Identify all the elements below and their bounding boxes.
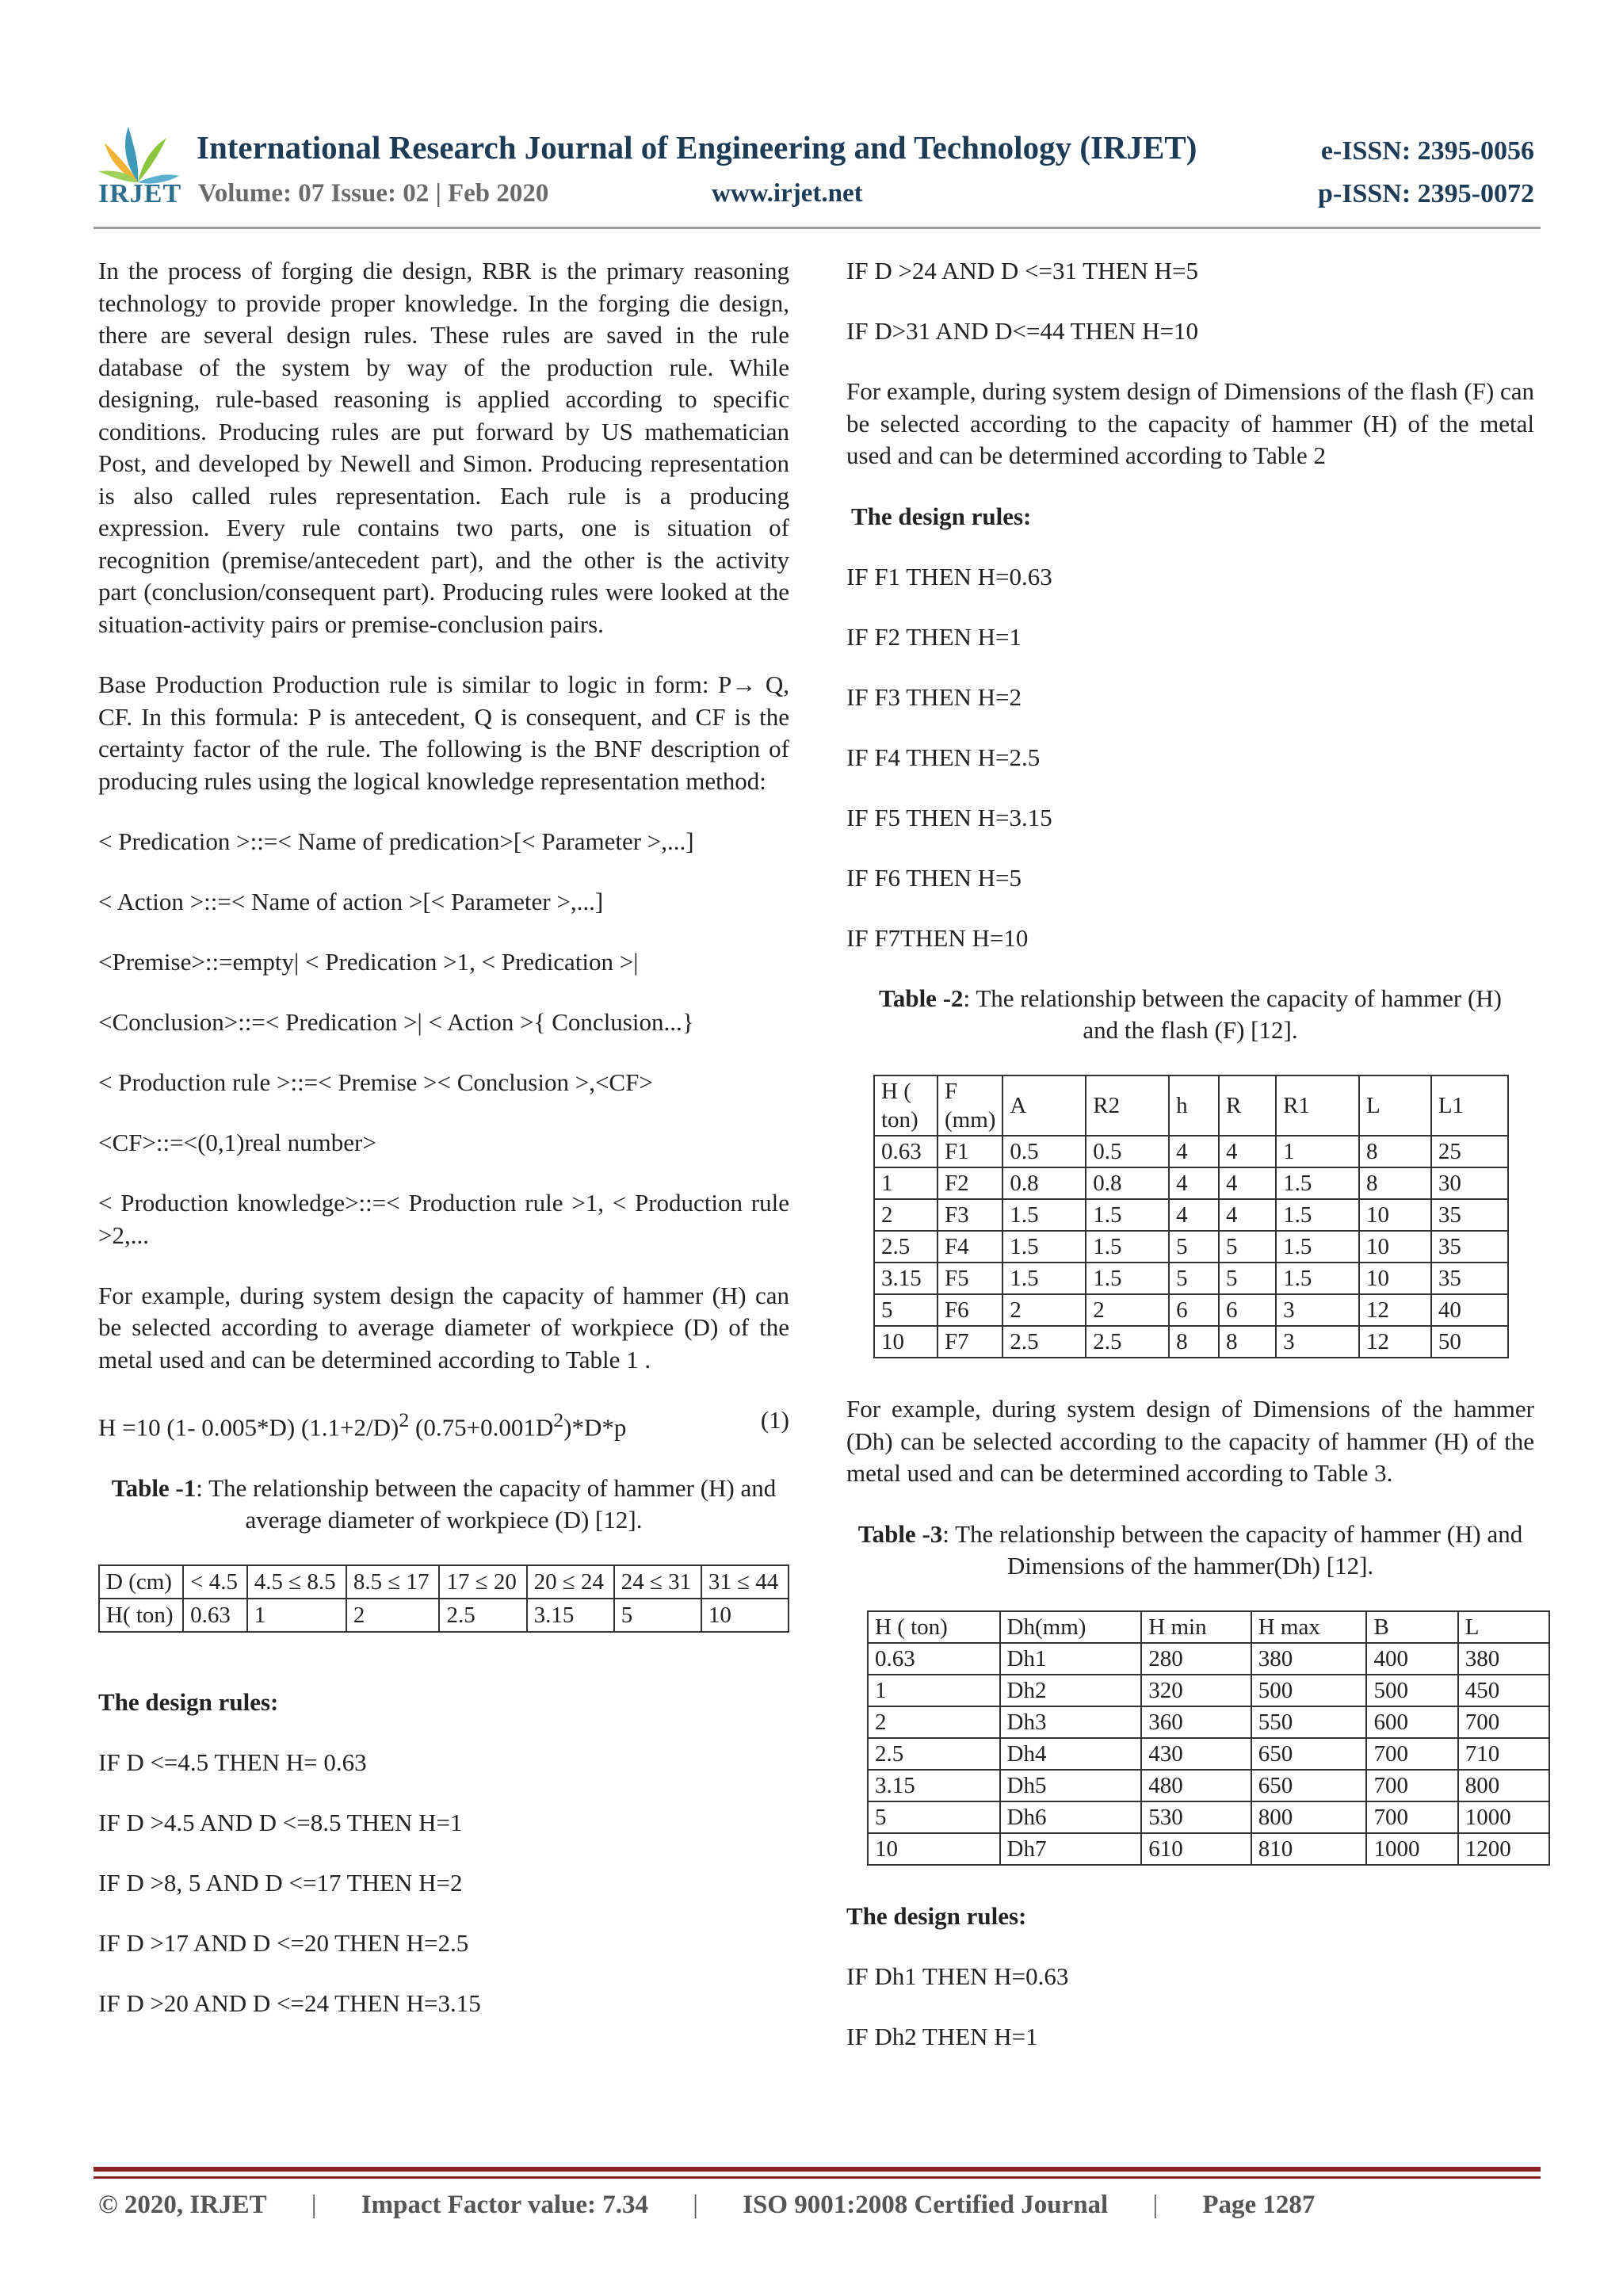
footer-separator: | [1152, 2191, 1159, 2219]
table-cell: 1.5 [1276, 1167, 1359, 1199]
table-cell: 1 [874, 1167, 938, 1199]
table-row [874, 1231, 1508, 1263]
table-cell: 4 [1219, 1199, 1276, 1231]
table-cell: 5 [874, 1294, 938, 1326]
table-header-cell: H max [1251, 1611, 1367, 1643]
bnf-cf: <CF>::=<(0,1)real number> [98, 1129, 376, 1156]
table-cell: 550 [1251, 1706, 1367, 1738]
table-cell: 8 [1219, 1326, 1276, 1358]
table-cell: 0.8 [1002, 1167, 1086, 1199]
rule-line: IF D >17 AND D <=20 THEN H=2.5 [98, 1929, 469, 1958]
table-cell: Dh3 [1000, 1706, 1142, 1738]
table-cell: 430 [1141, 1738, 1251, 1770]
footer-separator: | [693, 2191, 698, 2219]
table-cell: 710 [1458, 1738, 1549, 1770]
table-header-row [874, 1075, 1508, 1136]
table-cell: 8 [1169, 1326, 1219, 1358]
equation-number: (1) [760, 1406, 789, 1434]
table-cell: 4 [1219, 1167, 1276, 1199]
table-row [868, 1706, 1549, 1738]
rule-line: IF F1 THEN H=0.63 [846, 563, 1052, 590]
paragraph-hammer-dimensions: For example, during system design of Dimensions of the hammer (Dh) can be selected according to the capacity of hammer (H) of the metal used and can be determined according to Table 3. [846, 1395, 1534, 1487]
table-cell: 2 [1002, 1294, 1086, 1326]
table-cell: 2 [868, 1706, 1000, 1738]
table-row [868, 1643, 1549, 1675]
table-cell: 5 [614, 1599, 701, 1632]
table-cell: 0.8 [1086, 1167, 1169, 1199]
rule-line: IF F2 THEN H=1 [846, 623, 1022, 651]
table-cell: 30 [1431, 1167, 1508, 1199]
table-cell: 2 [874, 1199, 938, 1231]
table-1 [98, 1564, 789, 1633]
table-header-cell: H ( ton) [874, 1075, 938, 1136]
impact-factor: Impact Factor value: 7.34 [361, 2191, 649, 2219]
footer [98, 2191, 1315, 2220]
equation-1 [98, 1404, 789, 1444]
table-row [874, 1199, 1508, 1231]
table-cell: 4 [1169, 1167, 1219, 1199]
table-cell: Dh4 [1000, 1738, 1142, 1770]
table-cell: 10 [874, 1326, 938, 1358]
table-cell: 1 [247, 1599, 346, 1632]
table-cell: 4.5 ≤ 8.5 [247, 1565, 346, 1599]
rule-line: IF F7THEN H=10 [846, 924, 1029, 952]
footer-divider-thin [94, 2176, 1541, 2179]
table-row [874, 1263, 1508, 1294]
table-cell: 1000 [1458, 1801, 1549, 1833]
table-cell: 8 [1359, 1167, 1431, 1199]
design-rules-heading: The design rules: [846, 1901, 1027, 1930]
table-cell: 700 [1366, 1801, 1457, 1833]
copyright: © 2020, IRJET [98, 2191, 267, 2219]
table-header-cell: L1 [1431, 1075, 1508, 1136]
table-header-cell: A [1002, 1075, 1086, 1136]
table-cell: F1 [938, 1136, 1002, 1167]
table-cell: 35 [1431, 1231, 1508, 1263]
table-cell: 360 [1141, 1706, 1251, 1738]
table-cell: 50 [1431, 1326, 1508, 1358]
table-cell: 4 [1169, 1136, 1219, 1167]
table-cell: 280 [1141, 1643, 1251, 1675]
table-cell: 5 [1219, 1263, 1276, 1294]
table-header-cell: H min [1141, 1611, 1251, 1643]
table-row [874, 1136, 1508, 1167]
table-cell: 1.5 [1276, 1199, 1359, 1231]
table-cell: 0.63 [874, 1136, 938, 1167]
table-cell: 6 [1219, 1294, 1276, 1326]
table-cell: 2.5 [868, 1738, 1000, 1770]
table-cell: 10 [1359, 1231, 1431, 1263]
bnf-production-rule: < Production rule >::=< Premise >< Conclusion >,<CF> [98, 1068, 653, 1096]
rule-line: IF F6 THEN H=5 [846, 864, 1022, 892]
paragraph-production-rule: Base Production Production rule is similar to logic in form: P→ Q, CF. In this formula: P is antecedent, Q is consequent, and CF is the certainty factor of the rule. The following is the BNF description of producing rules using the logical knowledge representation method: [98, 670, 789, 795]
table-cell: 1.5 [1086, 1231, 1169, 1263]
table-cell: Dh2 [1000, 1675, 1142, 1706]
table-cell: < 4.5 [183, 1565, 247, 1599]
table-cell: 3 [1276, 1326, 1359, 1358]
footer-separator: | [311, 2191, 317, 2219]
table-cell: 12 [1359, 1294, 1431, 1326]
left-column [98, 255, 789, 2048]
table-row [868, 1801, 1549, 1833]
table-cell: 4 [1219, 1136, 1276, 1167]
rule-line: IF Dh2 THEN H=1 [846, 2023, 1038, 2050]
table-cell: 1.5 [1276, 1263, 1359, 1294]
table-cell: 530 [1141, 1801, 1251, 1833]
table-cell: 1 [868, 1675, 1000, 1706]
journal-title: International Research Journal of Engineering and Technology (IRJET) [197, 129, 1197, 166]
table-cell: 10 [1359, 1263, 1431, 1294]
table-cell: 500 [1251, 1675, 1367, 1706]
table-cell: 450 [1458, 1675, 1549, 1706]
table-cell: Dh6 [1000, 1801, 1142, 1833]
table-cell: 320 [1141, 1675, 1251, 1706]
rule-line: IF D >8, 5 AND D <=17 THEN H=2 [98, 1869, 463, 1897]
bnf-predication: < Predication >::=< Name of predication>[< Parameter >,...] [98, 827, 694, 855]
table-row [99, 1565, 789, 1599]
table-cell: 0.5 [1086, 1136, 1169, 1167]
table-cell: 650 [1251, 1770, 1367, 1801]
table-cell: 35 [1431, 1199, 1508, 1231]
page-number: Page 1287 [1202, 2191, 1316, 2219]
table-cell: 35 [1431, 1263, 1508, 1294]
table-cell: 700 [1366, 1738, 1457, 1770]
table-cell: 5 [1169, 1263, 1219, 1294]
table-header-cell: F (mm) [938, 1075, 1002, 1136]
table-cell: F5 [938, 1263, 1002, 1294]
header-divider [94, 227, 1541, 229]
table-cell: 0.5 [1002, 1136, 1086, 1167]
table-cell: 10 [701, 1599, 789, 1632]
table2-caption: Table -2: The relationship between the capacity of hammer (H) and the flash (F) [12]. [879, 984, 1502, 1044]
rule-line: IF D >4.5 AND D <=8.5 THEN H=1 [98, 1809, 463, 1837]
table-cell: 8.5 ≤ 17 [346, 1565, 440, 1599]
table-cell: 40 [1431, 1294, 1508, 1326]
table-cell: F7 [938, 1326, 1002, 1358]
table-cell: 2 [1086, 1294, 1169, 1326]
table-cell: Dh1 [1000, 1643, 1142, 1675]
table-cell: 400 [1366, 1643, 1457, 1675]
bnf-action: < Action >::=< Name of action >[< Parameter >,...] [98, 888, 604, 915]
equation-body: H =10 (1- 0.005*D) $(1.1+2/D)^2$ $(0.75+0.001D^2)*D*p$ [98, 1408, 627, 1442]
rule-line: IF F5 THEN H=3.15 [846, 804, 1052, 831]
table-cell: 24 ≤ 31 [614, 1565, 701, 1599]
table-cell: 500 [1366, 1675, 1457, 1706]
table-cell: 700 [1366, 1770, 1457, 1801]
bnf-premise: <Premise>::=empty| < Predication >1, < Predication >| [98, 948, 639, 976]
table-cell: 1200 [1458, 1833, 1549, 1865]
table-header-cell: h [1169, 1075, 1219, 1136]
right-column [846, 255, 1534, 2081]
table-cell: 1.5 [1002, 1231, 1086, 1263]
table-cell: 380 [1251, 1643, 1367, 1675]
table-cell: 5 [868, 1801, 1000, 1833]
table-cell: 3.15 [874, 1263, 938, 1294]
table-cell: 0.63 [868, 1643, 1000, 1675]
table-row [874, 1326, 1508, 1358]
table-row [868, 1675, 1549, 1706]
table-cell: 1.5 [1002, 1199, 1086, 1231]
paragraph-hammer-capacity: For example, during system design the capacity of hammer (H) can be selected according to average diameter of workpiece (D) of the metal used and can be determined according to Table 1 . [98, 1281, 789, 1373]
table-header-cell: B [1366, 1611, 1457, 1643]
table-row [874, 1294, 1508, 1326]
table-2 [873, 1075, 1509, 1358]
volume-issue: Volume: 07 Issue: 02 | Feb 2020 [198, 179, 549, 208]
rule-line: IF D>31 AND D<=44 THEN H=10 [846, 317, 1198, 345]
table-row [874, 1167, 1508, 1199]
table-cell: 480 [1141, 1770, 1251, 1801]
table-cell: 17 ≤ 20 [439, 1565, 526, 1599]
table-cell: 10 [868, 1833, 1000, 1865]
table-cell: 1.5 [1276, 1231, 1359, 1263]
rule-line: IF F4 THEN H=2.5 [846, 743, 1041, 771]
table-cell: 10 [1359, 1199, 1431, 1231]
table-header-cell: R1 [1276, 1075, 1359, 1136]
table-cell: 5 [1169, 1231, 1219, 1263]
table-cell: F2 [938, 1167, 1002, 1199]
table-cell: 2.5 [1086, 1326, 1169, 1358]
table-cell: 2.5 [874, 1231, 938, 1263]
table-cell: 20 ≤ 24 [527, 1565, 614, 1599]
rule-line: IF D <=4.5 THEN H= 0.63 [98, 1748, 367, 1777]
table-header-row [868, 1611, 1549, 1643]
table-header-cell: R [1219, 1075, 1276, 1136]
table-header-cell: Dh(mm) [1000, 1611, 1142, 1643]
table-cell: 1 [1276, 1136, 1359, 1167]
table-cell: 31 ≤ 44 [701, 1565, 789, 1599]
table-cell: 3.15 [868, 1770, 1000, 1801]
table-cell: Dh7 [1000, 1833, 1142, 1865]
table-cell: 25 [1431, 1136, 1508, 1167]
table-cell: 3 [1276, 1294, 1359, 1326]
rule-line: IF D >24 AND D <=31 THEN H=5 [846, 257, 1198, 285]
bnf-production-knowledge: < Production knowledge>::=< Production rule >1, < Production rule >2,... [98, 1189, 789, 1249]
rule-line: IF F3 THEN H=2 [846, 683, 1022, 711]
table-header-cell: H ( ton) [868, 1611, 1000, 1643]
table-cell: H( ton) [99, 1599, 183, 1632]
table-cell: 2 [346, 1599, 440, 1632]
logo-text: IRJET [98, 179, 182, 208]
table-cell: 810 [1251, 1833, 1367, 1865]
table-cell: F4 [938, 1231, 1002, 1263]
table-row [868, 1738, 1549, 1770]
table-row [99, 1599, 789, 1632]
e-issn: e-ISSN: 2395-0056 [1320, 136, 1534, 166]
bnf-conclusion: <Conclusion>::=< Predication >| < Action >{ Conclusion...} [98, 1008, 694, 1036]
rule-line: IF Dh1 THEN H=0.63 [846, 1962, 1069, 1990]
table-cell: 3.15 [527, 1599, 614, 1632]
table-cell: 650 [1251, 1738, 1367, 1770]
table-cell: 1.5 [1086, 1199, 1169, 1231]
table-cell: 4 [1169, 1199, 1219, 1231]
table-3 [867, 1610, 1550, 1866]
table-row [868, 1770, 1549, 1801]
table-cell: 2.5 [439, 1599, 526, 1632]
paragraph-rbr: In the process of forging die design, RBR is the primary reasoning technology to provide proper knowledge. In the forging die design, there are several design rules. These rules are saved in the rule database of the system by way of the production rule. While designing, rule-based reasoning is applied according to specific conditions. Producing rules are put forward by US mathematician Post, and developed by Newell and Simon. Producing representation is also called rules representation. Each rule is a producing expression. Every rule contains two parts, one is situation of recognition (premise/antecedent part), and the other is the activity part (conclusion/consequent part). Producing rules were looked at the situation-activity pairs or premise-conclusion pairs. [98, 257, 789, 638]
table-cell: F3 [938, 1199, 1002, 1231]
table-cell: 800 [1458, 1770, 1549, 1801]
design-rules-heading: The design rules: [851, 502, 1032, 530]
iso-certification: ISO 9001:2008 Certified Journal [743, 2191, 1109, 2219]
table-cell: 6 [1169, 1294, 1219, 1326]
table-cell: 800 [1251, 1801, 1367, 1833]
table-cell: 1.5 [1086, 1263, 1169, 1294]
rule-line: IF D >20 AND D <=24 THEN H=3.15 [98, 1989, 481, 2018]
table-header-cell: L [1359, 1075, 1431, 1136]
table-cell: 2.5 [1002, 1326, 1086, 1358]
table-cell: 600 [1366, 1706, 1457, 1738]
table-cell: D (cm) [99, 1565, 183, 1599]
table-cell: 5 [1219, 1231, 1276, 1263]
table-cell: 380 [1458, 1643, 1549, 1675]
paragraph-flash: For example, during system design of Dimensions of the flash (F) can be selected according to the capacity of hammer (H) of the metal used and can be determined according to Table 2 [846, 377, 1534, 469]
table-header-cell: R2 [1086, 1075, 1169, 1136]
table-cell: 12 [1359, 1326, 1431, 1358]
table1-caption: Table -1: The relationship between the capacity of hammer (H) and average diameter of workpiece (D) [12]. [111, 1473, 777, 1534]
table-cell: 700 [1458, 1706, 1549, 1738]
table-cell: 8 [1359, 1136, 1431, 1167]
table-row [868, 1833, 1549, 1865]
table-cell: 0.63 [183, 1599, 247, 1632]
table-header-cell: L [1458, 1611, 1549, 1643]
table-cell: 610 [1141, 1833, 1251, 1865]
website-link[interactable]: www.irjet.net [712, 179, 863, 208]
table-cell: Dh5 [1000, 1770, 1142, 1801]
table-cell: 1.5 [1002, 1263, 1086, 1294]
p-issn: p-ISSN: 2395-0072 [1318, 179, 1534, 208]
table-cell: 1000 [1366, 1833, 1457, 1865]
table-cell: F6 [938, 1294, 1002, 1326]
footer-divider-thick [94, 2167, 1541, 2172]
table3-caption: Table -3: The relationship between the capacity of hammer (H) and Dimensions of the hammer(Dh) [12]. [857, 1519, 1523, 1580]
design-rules-heading: The design rules: [98, 1687, 279, 1716]
